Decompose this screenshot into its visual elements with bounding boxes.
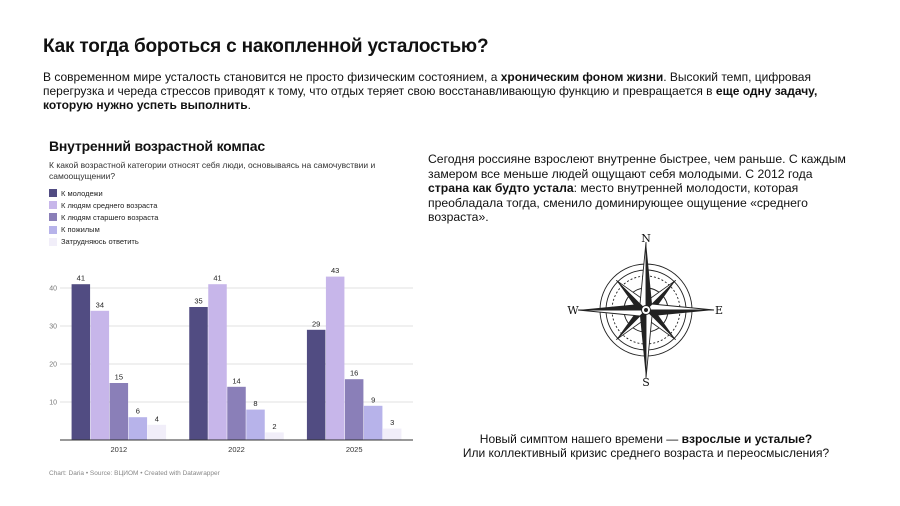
bar	[208, 284, 227, 440]
legend-item	[49, 199, 249, 211]
bar	[307, 330, 326, 440]
data-label: 41	[213, 273, 222, 283]
page-title: Как тогда бороться с накопленной усталостью?	[43, 36, 489, 57]
y-tick-label: 30	[49, 323, 57, 331]
data-label: 34	[95, 300, 105, 310]
bar	[189, 307, 208, 440]
data-label: 8	[253, 399, 258, 409]
legend-label: Затрудняюсь ответить	[61, 237, 139, 247]
right-paragraph	[428, 152, 848, 225]
chart-legend	[49, 187, 249, 248]
bar	[345, 379, 364, 440]
data-label: 16	[349, 368, 359, 378]
intro-bold-2: еще одну задачу, которую нужно успеть выполнить	[43, 84, 818, 112]
y-tick-label: 20	[49, 361, 57, 369]
bar	[227, 387, 246, 440]
chart-source: Chart: Daria • Source: ВЦИОМ • Created with Datawrapper	[49, 470, 220, 477]
legend-label: К людям среднего возраста	[61, 200, 158, 210]
data-label: 15	[114, 372, 124, 382]
compass-east-label: E	[714, 304, 724, 317]
intro-paragraph	[43, 70, 855, 112]
intro-bold-1: хроническим фоном жизни	[500, 70, 664, 84]
bar	[91, 311, 110, 440]
data-label: 4	[154, 414, 159, 424]
legend-swatch	[49, 201, 57, 209]
bar	[383, 429, 402, 440]
data-label: 2	[272, 421, 277, 431]
x-tick-label: 2025	[345, 445, 363, 454]
right-text-bold: страна как будто устала	[428, 181, 574, 196]
bar	[246, 410, 265, 440]
legend-label: К молодежи	[61, 188, 103, 198]
data-label: 29	[311, 319, 321, 329]
bar-chart	[40, 255, 420, 465]
right-text-1: Сегодня россияне взрослеют внутренне быстрее, чем раньше. С каждым замером все меньше людей ощущают себя молодыми. С 2012 года	[428, 152, 846, 181]
legend-swatch	[49, 189, 57, 197]
data-label: 9	[371, 395, 376, 405]
data-label: 6	[135, 406, 140, 416]
compass-south-label: S	[642, 376, 650, 389]
data-label: 35	[194, 296, 203, 306]
data-label: 41	[76, 273, 86, 283]
closing-line-1	[436, 432, 856, 446]
bar	[129, 417, 148, 440]
intro-text-3: .	[247, 98, 251, 112]
compass-west-label: W	[567, 304, 579, 317]
chart-title: Внутренний возрастной компас	[49, 138, 265, 154]
legend-item	[49, 187, 249, 199]
y-tick-label: 40	[49, 285, 57, 293]
bar	[110, 383, 129, 440]
legend-item	[49, 224, 249, 236]
legend-item	[49, 236, 249, 248]
closing-text	[436, 432, 856, 460]
right-text-2: : место внутренней молодости, которая преобладала тогда, сменило доминирующее ощущение «среднего возраста».	[428, 181, 808, 225]
closing-line-2: Или коллективный кризис среднего возраста и переосмысления?	[462, 446, 830, 460]
bar	[364, 406, 383, 440]
bar	[326, 277, 345, 440]
intro-text-2: . Высокий темп, цифровая перегрузка и череда стрессов приводят к тому, что отдых теряет свою восстанавливающую функцию и превращается в	[43, 70, 811, 98]
legend-swatch	[49, 226, 57, 234]
x-tick-label: 2012	[110, 445, 128, 454]
legend-swatch	[49, 213, 57, 221]
data-label: 3	[390, 418, 395, 428]
y-tick-label: 10	[49, 399, 57, 407]
closing-text-1: Новый симптом нашего времени —	[479, 432, 682, 446]
bar	[265, 432, 284, 440]
compass-rose-icon	[566, 230, 726, 390]
intro-text-1: В современном мире усталость становится не просто физическим состоянием, а	[43, 70, 501, 84]
legend-label: К людям старшего возраста	[61, 212, 159, 222]
data-label: 14	[232, 376, 241, 386]
bar	[148, 425, 167, 440]
bar	[72, 284, 91, 440]
closing-bold: взрослые и усталые?	[681, 432, 813, 446]
legend-label: К пожилым	[61, 225, 100, 235]
chart-subtitle: К какой возрастной категории относят себя люди, основываясь на самочувствии и самоощущении?	[49, 160, 376, 181]
compass-north-label: N	[641, 232, 651, 245]
legend-item	[49, 211, 249, 223]
data-label: 43	[330, 266, 340, 276]
legend-swatch	[49, 238, 57, 246]
x-tick-label: 2022	[228, 445, 245, 454]
